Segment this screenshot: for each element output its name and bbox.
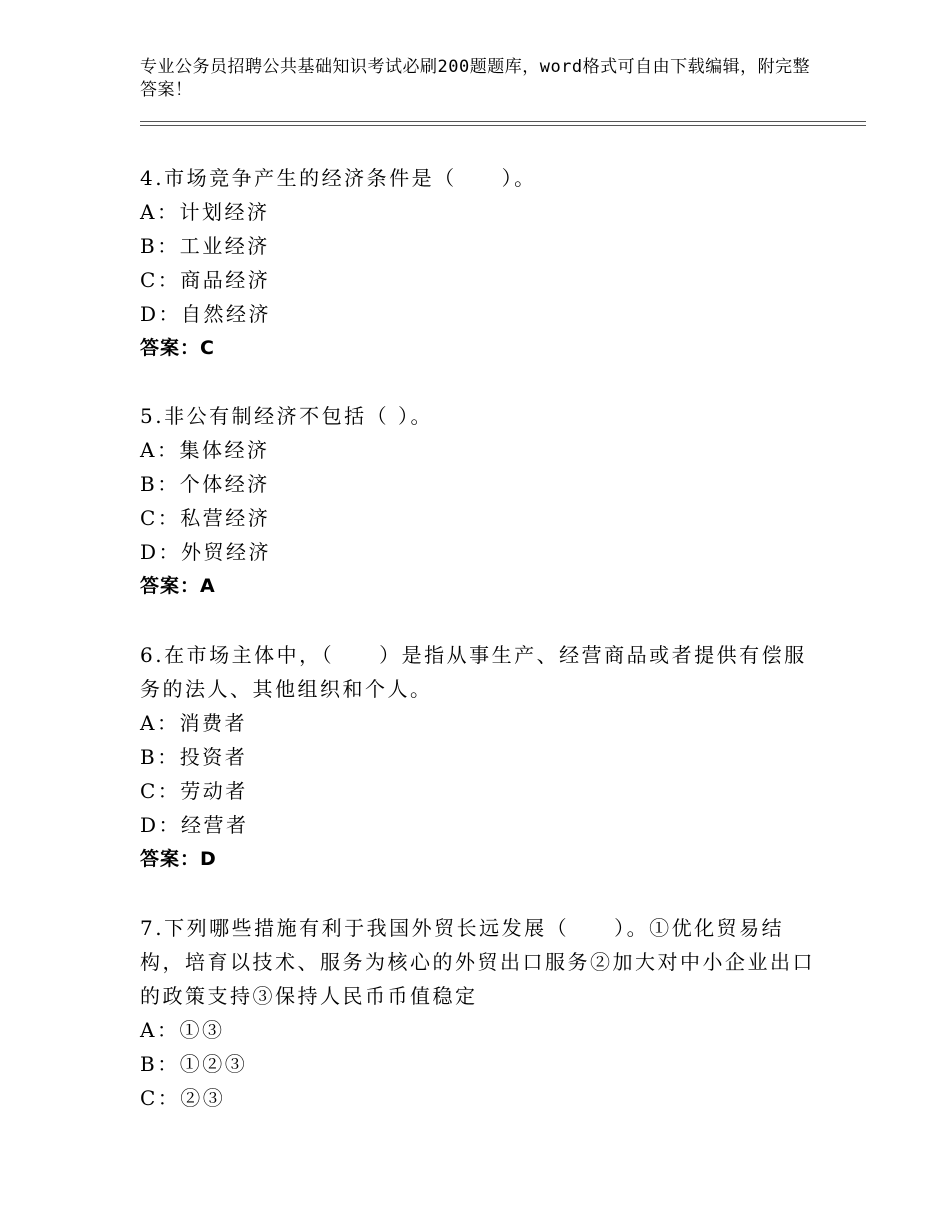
header-divider-top	[140, 121, 866, 122]
option-a: A：消费者	[140, 711, 247, 735]
answer-label: 答案：D	[140, 848, 217, 870]
option-a: A：计划经济	[140, 200, 270, 224]
question-5	[140, 399, 820, 603]
option-c: C：商品经济	[140, 268, 271, 292]
question-stem: 6.在市场主体中，（ ）是指从事生产、经营商品或者提供有偿服务的法人、其他组织和个人。	[140, 643, 807, 701]
header-divider-bottom	[140, 125, 866, 126]
option-c: C：私营经济	[140, 506, 271, 530]
question-4	[140, 161, 820, 365]
option-b: B：①②③	[140, 1052, 248, 1076]
option-d: D：外贸经济	[140, 540, 272, 564]
option-d: D：自然经济	[140, 302, 272, 326]
answer-label: 答案：A	[140, 575, 216, 597]
option-a: A：①③	[140, 1018, 225, 1042]
option-c: C：②③	[140, 1086, 226, 1110]
question-6	[140, 638, 820, 876]
option-b: B：投资者	[140, 745, 248, 769]
option-b: B：工业经济	[140, 234, 270, 258]
option-b: B：个体经济	[140, 472, 270, 496]
question-stem: 7.下列哪些措施有利于我国外贸长远发展（ ）。①优化贸易结构，培育以技术、服务为核心的外贸出口服务②加大对中小企业出口的政策支持③保持人民币币值稳定	[140, 916, 815, 1008]
question-stem: 4.市场竞争产生的经济条件是（ ）。	[140, 166, 537, 190]
answer-label: 答案：C	[140, 337, 215, 359]
question-stem: 5.非公有制经济不包括（ ）。	[140, 404, 433, 428]
option-a: A：集体经济	[140, 438, 270, 462]
option-c: C：劳动者	[140, 779, 248, 803]
option-d: D：经营者	[140, 813, 249, 837]
question-7	[140, 911, 820, 1115]
page-header: 专业公务员招聘公共基础知识考试必刷200题题库，word格式可自由下载编辑，附完整答案！	[140, 57, 811, 100]
